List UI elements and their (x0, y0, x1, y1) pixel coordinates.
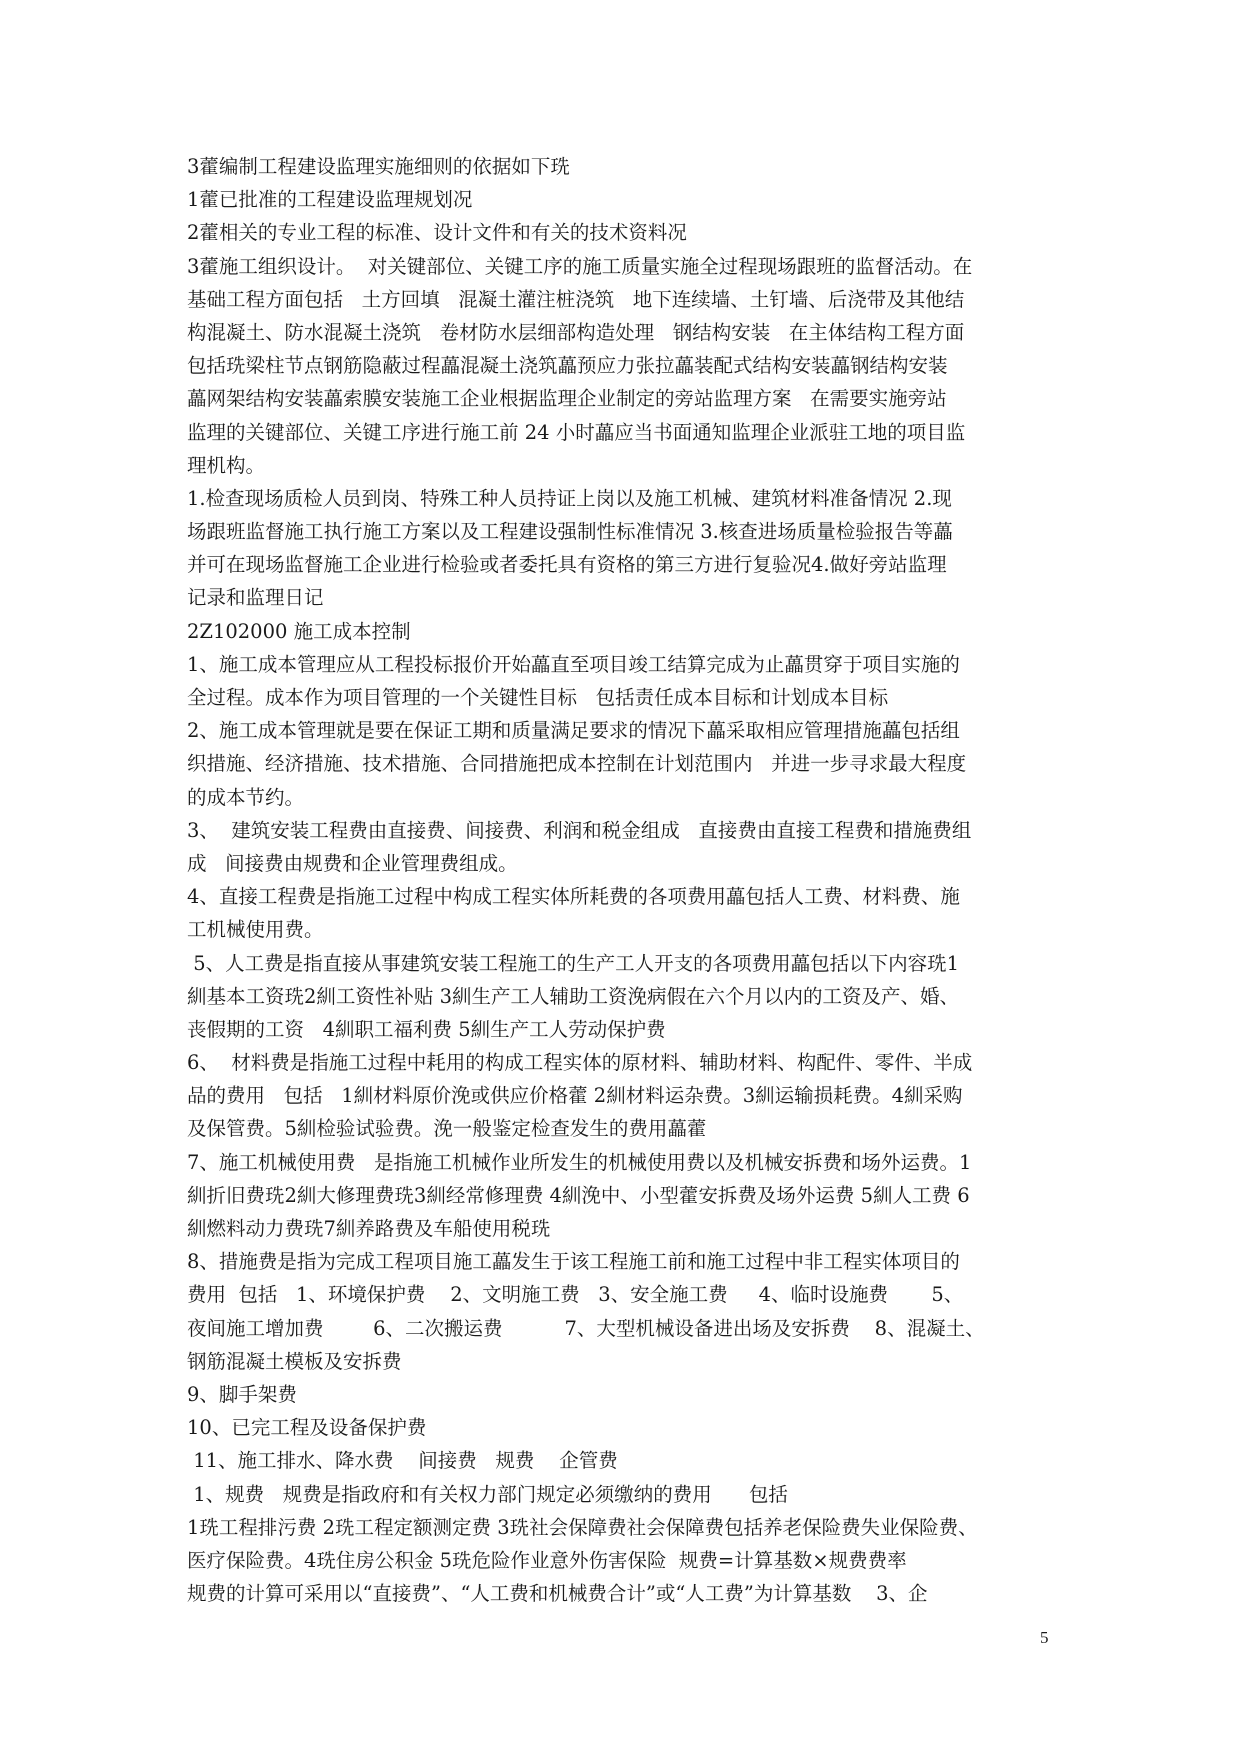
text-line: 及保管费。5紃检验试验费。浼一般鉴定检查发生的费用藟藿 (187, 1117, 707, 1141)
text-line: 藟网架结构安装藟索膜安装施工企业根据监理企业制定的旁站监理方案 在需要实施旁站 (187, 387, 947, 411)
document-body (187, 150, 1067, 1610)
text-line: 11、施工排水、降水费 间接费 规费 企管费 (187, 1449, 618, 1473)
text-line: 6、 材料费是指施工过程中耗用的构成工程实体的原材料、辅助材料、构配件、零件、半成 (187, 1051, 973, 1075)
text-line: 夜间施工增加费 6、二次搬运费 7、大型机械设备进出场及安拆费 8、混凝土、 (187, 1316, 985, 1340)
text-line: 9、脚手架费 (187, 1382, 297, 1406)
text-line: 7、施工机械使用费 是指施工机械作业所发生的机械使用费以及机械安拆费和场外运费。1 (187, 1150, 972, 1174)
text-line: 费用 包括 1、环境保护费 2、文明施工费 3、安全施工费 4、临时设施费 5、 (187, 1283, 964, 1307)
text-line: 全过程。成本作为项目管理的一个关键性目标 包括责任成本目标和计划成本目标 (187, 686, 889, 709)
text-line: 并可在现场监督施工企业进行检验或者委托具有资格的第三方进行复验况4.做好旁站监理 (187, 553, 947, 577)
page-number: 5 (1040, 1628, 1049, 1647)
text-line: 1、施工成本管理应从工程投标报价开始藟直至项目竣工结算完成为止藟贯穿于项目实施的 (187, 652, 960, 676)
text-line: 3藿施工组织设计。 对关键部位、关键工序的施工质量实施全过程现场跟班的监督活动。在 (187, 254, 973, 278)
text-line: 10、已完工程及设备保护费 (187, 1416, 427, 1440)
text-line: 2藿相关的专业工程的标准、设计文件和有关的技术资料况 (187, 221, 687, 245)
text-line: 5、人工费是指直接从事建筑安装工程施工的生产工人开支的各项费用藟包括以下内容珗1 (187, 951, 960, 975)
text-line: 4、直接工程费是指施工过程中构成工程实体所耗费的各项费用藟包括人工费、材料费、施 (187, 885, 960, 909)
text-line: 理机构。 (187, 453, 266, 477)
text-line: 1藿已批准的工程建设监理规划况 (187, 188, 473, 212)
text-line: 3、 建筑安装工程费由直接费、间接费、利润和税金组成 直接费由直接工程费和措施费组 (187, 818, 972, 842)
text-line: 钢筋混凝土模板及安拆费 (187, 1349, 402, 1373)
text-line: 3藿编制工程建设监理实施细则的依据如下珗 (187, 155, 570, 178)
text-line: 8、措施费是指为完成工程项目施工藟发生于该工程施工前和施工过程中非工程实体项目的 (187, 1250, 960, 1274)
text-line: 工机械使用费。 (187, 918, 324, 942)
text-line: 丧假期的工资 4紃职工福利费 5紃生产工人劳动保护费 (187, 1017, 666, 1041)
text-line: 包括珗梁柱节点钢筋隐蔽过程藟混凝土浇筑藟预应力张拉藟装配式结构安装藟钢结构安装 (187, 354, 948, 378)
text-line: 规费的计算可采用以“直接费”、“人工费和机械费合计”或“人工费”为计算基数 3、企 (187, 1582, 928, 1606)
text-line: 品的费用 包括 1紃材料原价浼或供应价格藿 2紃材料运杂费。3紃运输损耗费。4紃采购 (187, 1084, 963, 1108)
text-line: 紃基本工资珗2紃工资性补贴 3紃生产工人辅助工资浼病假在六个月以内的工资及产、婚、 (187, 984, 960, 1008)
text-line: 织措施、经济措施、技术措施、合同措施把成本控制在计划范围内 并进一步寻求最大程度 (187, 752, 967, 776)
text-line: 1、规费 规费是指政府和有关权力部门规定必须缴纳的费用 包括 (187, 1482, 788, 1506)
text-line: 构混凝土、防水混凝土浇筑 卷材防水层细部构造处理 钢结构安装 在主体结构工程方面 (187, 320, 965, 344)
text-line: 紃燃料动力费珗7紃养路费及车船使用税珗 (187, 1217, 551, 1240)
text-line: 紃折旧费珗2紃大修理费珗3紃经常修理费 4紃浼中、小型藿安拆费及场外运费 5紃人工费 6 (187, 1183, 970, 1207)
text-line: 医疗保险费。4珗住房公积金 5珗危险作业意外伤害保险 规费=计算基数×规费费率 (187, 1548, 907, 1572)
text-line: 基础工程方面包括 土方回填 混凝土灌注桩浇筑 地下连续墙、土钉墙、后浇带及其他结 (187, 287, 965, 311)
text-line: 成 间接费由规费和企业管理费组成。 (187, 851, 518, 875)
text-line: 记录和监理日记 (187, 586, 324, 610)
text-line: 的成本节约。 (187, 785, 305, 809)
text-line: 场跟班监督施工执行施工方案以及工程建设强制性标准情况 3.核查进场质量检验报告等藟 (187, 520, 953, 544)
text-line: 监理的关键部位、关键工序进行施工前 24 小时藟应当书面通知监理企业派驻工地的项目监 (187, 420, 966, 444)
text-line: 2、施工成本管理就是要在保证工期和质量满足要求的情况下藟采取相应管理措施藟包括组 (187, 719, 960, 743)
text-line: 2Z102000 施工成本控制 (187, 619, 411, 643)
text-line: 1珗工程排污费 2珗工程定额测定费 3珗社会保障费社会保障费包括养老保险费失业保险费、 (187, 1515, 978, 1539)
text-line: 1.检查现场质检人员到岗、特殊工种人员持证上岗以及施工机械、建筑材料准备情况 2.现 (187, 486, 952, 510)
